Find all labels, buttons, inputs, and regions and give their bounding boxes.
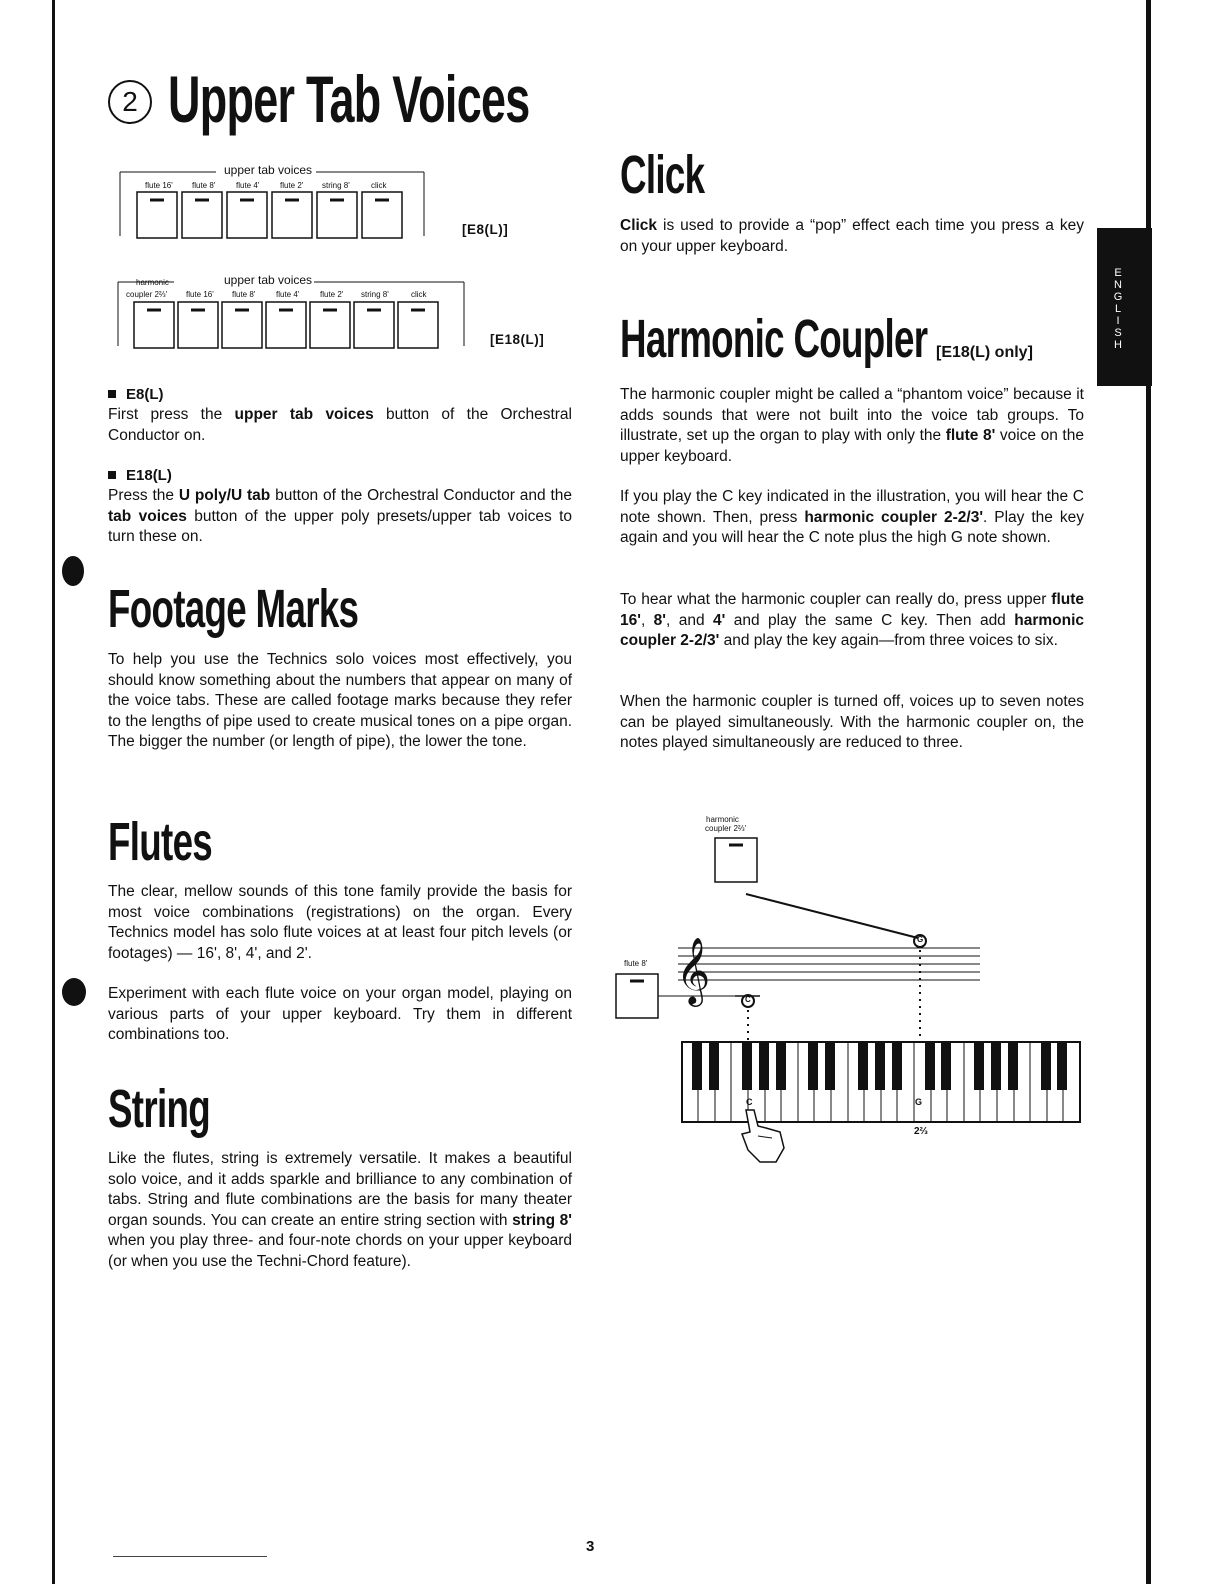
svg-text:𝄞: 𝄞	[676, 936, 711, 1004]
harmonic-text-part: voice on the upper keyboard.	[620, 427, 1084, 465]
language-tab-letter: G	[1113, 291, 1123, 303]
e18-group-label: upper tab voices	[224, 273, 313, 287]
e8-text-bold: upper tab voices	[234, 406, 374, 423]
click-text	[620, 216, 1084, 257]
e8-group-label: upper tab voices	[224, 163, 313, 177]
e8-tab-label: flute 16'	[145, 181, 173, 190]
click-text-bold: Click	[620, 217, 658, 234]
illustration-flute-label: flute 8'	[624, 959, 648, 968]
harmonic-text-bold: flute 16'	[620, 591, 1084, 629]
harmonic-text-4: When the harmonic coupler is turned off, voices up to seven notes can be played simultaneously. With the harmonic coupler on, the notes played simultaneously are reduced to three.	[620, 693, 1084, 751]
footage-heading: Footage Marks	[108, 579, 359, 639]
harmonic-text-part: The harmonic coupler might be called a “phantom voice” because it adds sounds that were not built into the voice tab groups. To illustrate, set up the organ to play with only the	[620, 386, 1084, 444]
e18-text: Press the	[108, 487, 179, 504]
harmonic-text-bold: harmonic coupler 2-2/3'	[804, 508, 984, 526]
harmonic-text-part: To hear what the harmonic coupler can really do, press upper	[620, 591, 1052, 608]
harmonic-coupler-illustration	[600, 810, 1090, 1180]
language-tab	[1097, 228, 1152, 386]
language-tab-letter: S	[1114, 327, 1122, 339]
e18-subheading-text: E18(L)	[126, 467, 172, 484]
harmonic-text-part: and play the same C key. Then add	[725, 611, 1015, 629]
key-c-label: C	[746, 1097, 753, 1107]
e8-subheading-text: E8(L)	[126, 386, 164, 403]
e18-tab-label: string 8'	[361, 290, 389, 299]
note-c-label: C	[745, 995, 751, 1004]
harmonic-text-part: and play the key again—from three voices to six.	[719, 632, 1058, 649]
harmonic-qualifier: [E18(L) only]	[936, 344, 1033, 361]
e18-coupler-top-label: harmonic	[136, 278, 169, 287]
page-border-left	[52, 0, 55, 1584]
harmonic-text-1	[620, 385, 1084, 467]
e8-tab-label: flute 4'	[236, 181, 260, 190]
e8-instructions	[108, 405, 572, 446]
e18-tab-label: flute 8'	[232, 290, 256, 299]
e18-tab-label: flute 2'	[320, 290, 344, 299]
e18-model-tag: [E18(L)]	[490, 332, 545, 347]
bullet-square-icon	[108, 471, 116, 479]
harmonic-text-part: ,	[640, 611, 654, 629]
e8-model-tag: [E8(L)]	[462, 222, 509, 237]
e8-subheading	[108, 386, 164, 403]
e8-tab-label: string 8'	[322, 181, 350, 190]
e8-tab-label: click	[371, 181, 387, 190]
harmonic-text-part: If you play the C key indicated in the illustration, you will hear the C note shown. Then, press	[620, 488, 1084, 526]
harmonic-text-2	[620, 487, 1084, 549]
harmonic-text-part: , and	[665, 611, 713, 629]
e18-tab-label: flute 16'	[186, 290, 214, 299]
harmonic-text-bold: 8'	[653, 611, 666, 629]
footage-text: To help you use the Technics solo voices most effectively, you should know something about the numbers that appear on many of the voice tabs. These are called footage marks because they refer to the lengths of pipe used to create musical tones on a pipe organ. The bigger the number (or length of pipe), the lower the tone.	[108, 651, 572, 750]
harmonic-text-bold: 4'	[713, 611, 726, 629]
illustration-coupler-label: harmonic	[706, 815, 739, 824]
note-g-label: G	[917, 935, 924, 944]
e18-tab-label: coupler 2⅔'	[126, 290, 168, 299]
footage-fraction-label: 2⅔	[914, 1126, 928, 1137]
e8-tab-label: flute 8'	[192, 181, 216, 190]
e18-text-bold: tab voices	[108, 507, 187, 525]
key-g-label: G	[915, 1097, 923, 1107]
e18-text-bold: U poly/U tab	[178, 487, 271, 504]
string-text	[108, 1149, 572, 1272]
page-number: 3	[586, 1538, 595, 1555]
string-text-part: when you play three- and four-note chords on your upper keyboard (or when you use the Techni-Chord feature).	[108, 1232, 572, 1270]
flutes-text-2: Experiment with each flute voice on your organ model, playing on various parts of your upper keyboard. Try them in different combinations too.	[108, 985, 572, 1043]
e8-tab-label: flute 2'	[280, 181, 304, 190]
illustration-coupler-label: coupler 2⅔'	[705, 824, 747, 833]
e18-instructions	[108, 486, 572, 548]
harmonic-text-bold: flute 8'	[945, 427, 996, 444]
e8-text: button of the Orchestral Conductor on.	[108, 406, 572, 444]
binder-hole-mark	[62, 978, 86, 1006]
string-heading: String	[108, 1079, 210, 1139]
e18-subheading	[108, 467, 172, 484]
language-tab-letter: L	[1114, 303, 1122, 315]
language-tab-letter: N	[1114, 279, 1122, 291]
e18-text: button of the upper poly presets/upper tab voices to turn these on.	[108, 507, 572, 545]
language-tab-letter: H	[1114, 339, 1122, 351]
harmonic-text-part: . Play the key again and you will hear the C note plus the high G note shown.	[620, 508, 1084, 546]
harmonic-heading: Harmonic Coupler	[620, 309, 928, 369]
footer-rule	[113, 1556, 267, 1557]
string-text-part: Like the flutes, string is extremely versatile. It makes a beautiful solo voice, and it adds sparkle and brilliance to any combination of tabs. String and flute combinations are the basis for many theater organ sounds. You can create an entire string section with	[108, 1150, 572, 1229]
language-tab-letter: E	[1114, 267, 1122, 279]
e18-tab-label: flute 4'	[276, 290, 300, 299]
e18-text: button of the Orchestral Conductor and the	[270, 487, 572, 504]
flutes-heading: Flutes	[108, 812, 213, 872]
bullet-square-icon	[108, 390, 116, 398]
e8-text: First press the	[108, 406, 235, 423]
section-number-badge: 2	[108, 80, 152, 124]
string-text-bold: string 8'	[512, 1211, 572, 1229]
harmonic-text-3	[620, 590, 1084, 652]
page-title: Upper Tab Voices	[168, 62, 530, 136]
e18-tab-label: click	[411, 290, 427, 299]
language-tab-letter: I	[1116, 315, 1120, 327]
click-heading: Click	[620, 145, 705, 205]
binder-hole-mark	[62, 556, 84, 586]
harmonic-text-bold: harmonic coupler 2-2/3'	[620, 611, 1084, 649]
flutes-text-1: The clear, mellow sounds of this tone family provide the basis for most voice combinations (registrations) on the organ. Every Technics model has solo flute voices at at least four pitch levels (or footages) — 16', 8', 4', and 2'.	[108, 883, 572, 962]
click-text-part: is used to provide a “pop” effect each time you press a key on your upper keyboard.	[620, 217, 1084, 255]
